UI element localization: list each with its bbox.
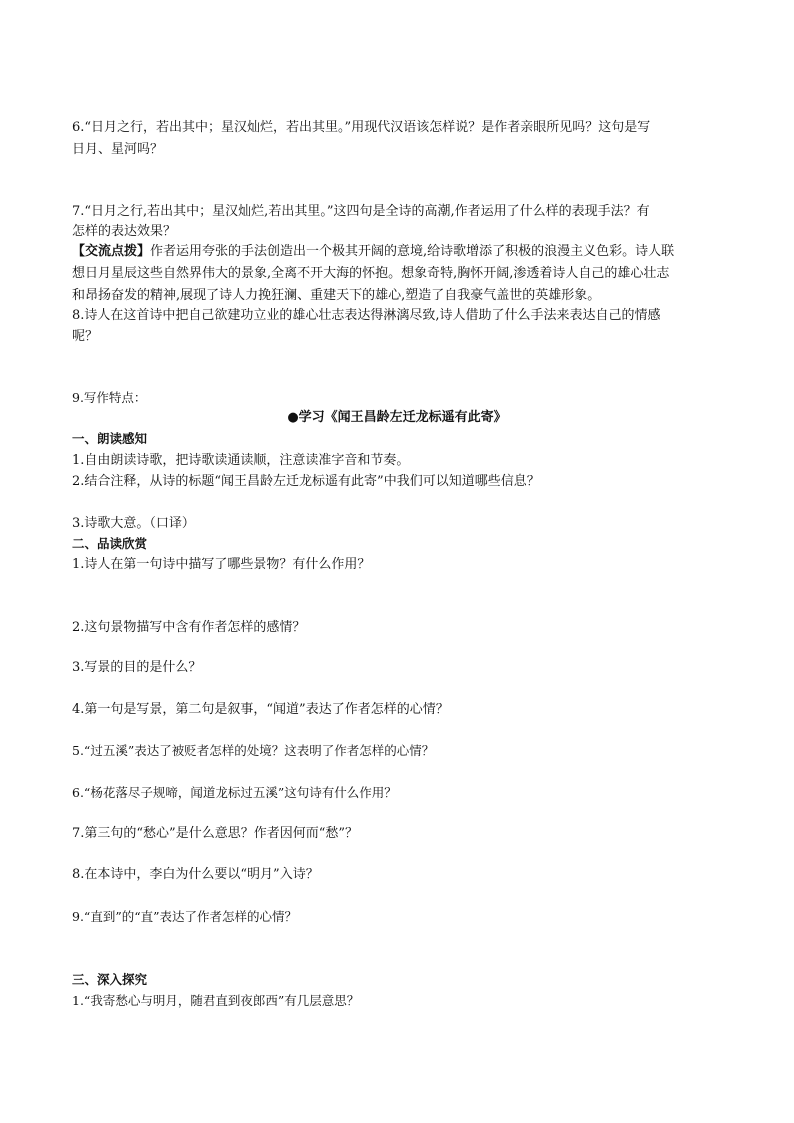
question-8-line-1: 8.诗人在这首诗中把自己欲建功立业的雄心壮志表达得淋漓尽致,诗人借助了什么手法来表达自己的情感 — [72, 308, 661, 323]
sec2-item-2: 2.这句景物描写中含有作者怎样的感情？ — [72, 620, 306, 635]
sec2-item-8: 8.在本诗中，李白为什么要以“明月”入诗？ — [72, 867, 319, 882]
tip-label: 【交流点拨】 — [72, 244, 151, 259]
sec2-item-5: 5.“过五溪”表达了被贬者怎样的处境？这表明了作者怎样的心情？ — [72, 743, 435, 758]
sec2-item-7: 7.第三句的“愁心”是什么意思？作者因何而“愁”？ — [72, 826, 358, 841]
tip-line-1 — [72, 242, 674, 262]
section-heading: ●学习《闻王昌龄左迁龙标遥有此寄》 — [287, 410, 507, 425]
sec2-item-9: 9.“直到”的“直”表达了作者怎样的心情？ — [72, 909, 297, 924]
sec2-item-6: 6.“杨花落尽子规啼，闻道龙标过五溪”这句诗有什么作用？ — [72, 785, 397, 800]
question-6-line-1: 6.“日月之行，若出其中；星汉灿烂，若出其里。”用现代汉语该怎样说？是作者亲眼所见吗？这句是写 — [72, 120, 651, 135]
sec2-item-1: 1.诗人在第一句诗中描写了哪些景物？有什么作用？ — [72, 557, 371, 572]
question-9-writing-features: 9.写作特点： — [72, 390, 147, 405]
section-1-title: 一、朗读感知 — [72, 431, 148, 446]
sec1-item-3: 3.诗歌大意。（口译） — [72, 516, 195, 531]
tip-text-1: 作者运用夸张的手法创造出一个极其开阔的意境,给诗歌增添了积极的浪漫主义色彩。诗人联 — [150, 244, 675, 259]
section-3-title: 三、深入探究 — [72, 972, 148, 987]
sec1-item-2: 2.结合注释，从诗的标题“闻王昌龄左迁龙标遥有此寄”中我们可以知道哪些信息？ — [72, 474, 540, 489]
sec2-item-4: 4.第一句是写景，第二句是叙事，“闻道”表达了作者怎样的心情？ — [72, 702, 449, 717]
tip-line-2: 想日月星辰这些自然界伟大的景象,全离不开大海的怀抱。想象奇特,胸怀开阔,渗透着诗人自己的雄心壮志 — [72, 266, 670, 281]
question-8-line-2: 呢？ — [72, 329, 99, 344]
question-6-line-2: 日月、星河吗？ — [72, 142, 164, 157]
question-7-line-1: 7.“日月之行,若出其中；星汉灿烂,若出其里。”这四句是全诗的高潮,作者运用了什么样的表现手法？有 — [72, 204, 650, 219]
sec1-item-1: 1.自由朗读诗歌，把诗歌读通读顺，注意读准字音和节奏。 — [72, 453, 410, 468]
section-2-title: 二、品读欣赏 — [72, 536, 148, 551]
tip-line-3: 和昂扬奋发的精神,展现了诗人力挽狂澜、重建天下的雄心,塑造了自我豪气盖世的英雄形象。 — [72, 288, 601, 303]
question-7-line-2: 怎样的表达效果？ — [72, 224, 177, 239]
sec2-item-3: 3.写景的目的是什么？ — [72, 660, 202, 675]
sec3-item-1: 1.“我寄愁心与明月，随君直到夜郎西”有几层意思？ — [72, 993, 360, 1008]
